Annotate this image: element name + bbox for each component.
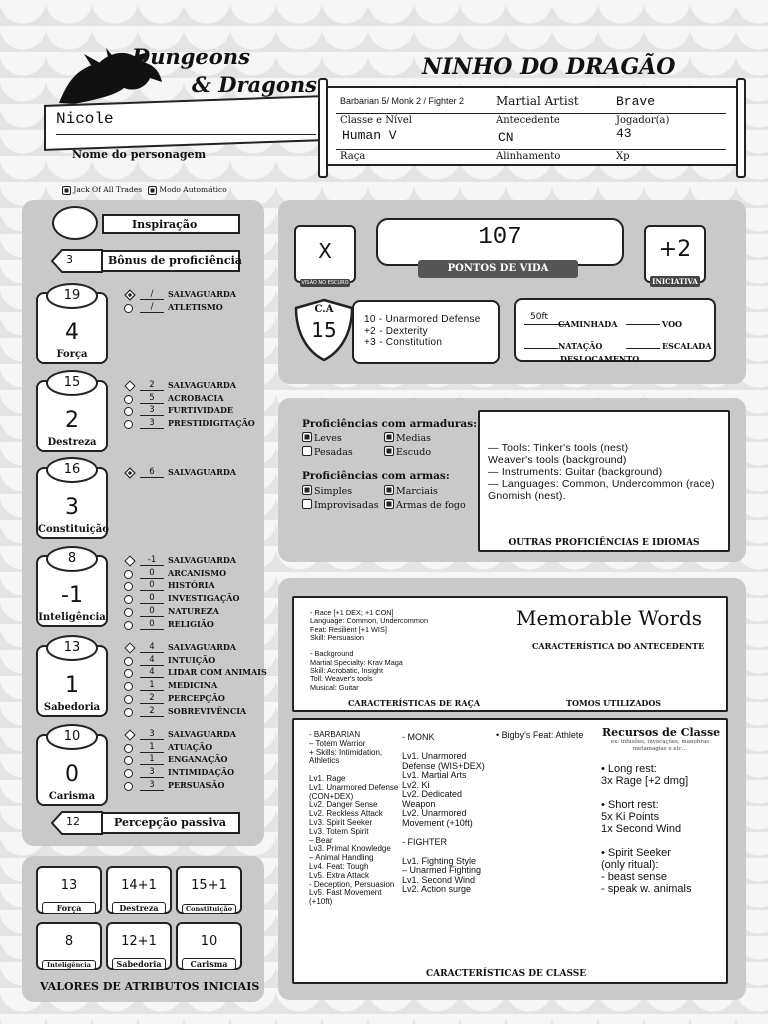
- character-name[interactable]: Nicole: [56, 110, 114, 128]
- other-proficiencies-text[interactable]: — Tools: Tinker's tools (nest) Weaver's tools (background) — Instruments: Guitar (background) — Languages: Common, Undercommon (race) Gnomish (nest).: [488, 442, 715, 502]
- charisma-mod[interactable]: 0: [65, 762, 79, 787]
- skill-name: LIDAR COM ANIMAIS: [168, 667, 267, 678]
- proficiency-toggle-icon[interactable]: [124, 607, 134, 617]
- ac-shield: [292, 298, 356, 362]
- skill-name: INTIMIDAÇÃO: [168, 767, 235, 778]
- intelligence-mod[interactable]: -1: [61, 583, 83, 608]
- proficiency-toggle-icon[interactable]: [124, 694, 134, 704]
- player-label: Jogador(a): [616, 115, 670, 126]
- race-features-label: CARACTERÍSTICAS DE RAÇA: [348, 698, 481, 708]
- skill-value[interactable]: 4: [140, 655, 164, 666]
- skill-name: HISTÓRIA: [168, 580, 215, 591]
- dexterity-name: Destreza: [47, 437, 97, 448]
- proficiency-toggle-icon[interactable]: [124, 743, 134, 753]
- character-name-label: Nome do personagem: [72, 148, 207, 161]
- save-diamond-icon[interactable]: [124, 556, 134, 566]
- base-score-value[interactable]: 13: [60, 878, 78, 893]
- base-score-value[interactable]: 14+1: [121, 878, 157, 893]
- weapons-label: Proficiências com armas:: [302, 470, 450, 482]
- strength-score[interactable]: 19: [46, 283, 98, 309]
- proficiency-checkbox[interactable]: [302, 432, 312, 442]
- sheet-title: NINHO DO DRAGÃO: [422, 54, 676, 80]
- skill-value[interactable]: 0: [140, 593, 164, 604]
- speed-label: DESLOCAMENTO: [560, 354, 640, 364]
- base-score-box: [106, 922, 172, 970]
- skill-value[interactable]: 3: [140, 418, 164, 429]
- base-score-name: Inteligência: [42, 960, 96, 970]
- other-proficiencies-label: OUTRAS PROFICIÊNCIAS E IDIOMAS: [508, 538, 700, 548]
- constitution-name: Constituição: [38, 524, 109, 535]
- proficiency-option-label: Marciais: [396, 486, 438, 497]
- skill-value[interactable]: 3: [140, 729, 164, 740]
- base-score-value[interactable]: 12+1: [121, 934, 157, 949]
- proficiency-label: Bônus de proficiência: [108, 254, 242, 267]
- header-scroll: [326, 86, 738, 166]
- skill-name: ATLETISMO: [168, 301, 223, 312]
- strength-name: Força: [56, 349, 88, 360]
- proficiency-toggle-icon[interactable]: [124, 755, 134, 765]
- auto-checkbox[interactable]: [148, 186, 157, 195]
- armor-label: Proficiências com armaduras:: [302, 418, 478, 430]
- skill-value[interactable]: 0: [140, 619, 164, 630]
- base-score-name: Destreza: [112, 902, 166, 914]
- proficiency-toggle-icon[interactable]: [124, 620, 134, 630]
- skill-value[interactable]: 1: [140, 754, 164, 765]
- dexterity-mod[interactable]: 2: [65, 408, 79, 433]
- skill-name: SALVAGUARDA: [168, 380, 237, 390]
- logo-line2: & Dragons: [192, 72, 317, 97]
- proficiency-checkbox[interactable]: [384, 485, 394, 495]
- base-score-value[interactable]: 8: [64, 934, 74, 949]
- proficiency-option-label: Leves: [314, 433, 342, 444]
- proficiency-option[interactable]: [302, 432, 342, 444]
- passive-value[interactable]: 12: [66, 815, 80, 828]
- proficiency-toggle-icon[interactable]: [124, 594, 134, 604]
- skill-name: SALVAGUARDA: [168, 555, 237, 565]
- proficiency-toggle-icon[interactable]: [124, 394, 134, 404]
- skill-name: INTUIÇÃO: [168, 654, 216, 665]
- proficiency-option[interactable]: [302, 485, 352, 497]
- proficiency-option-label: Improvisadas: [314, 500, 379, 511]
- skill-value[interactable]: 2: [140, 380, 164, 391]
- proficiency-option-label: Pesadas: [314, 447, 353, 458]
- skill-name: SOBREVIVÊNCIA: [168, 705, 247, 716]
- proficiency-option-label: Escudo: [396, 447, 432, 458]
- alignment-value[interactable]: CN: [498, 130, 514, 145]
- background-feature-label: CARACTERÍSTICA DO ANTECEDENTE: [532, 641, 705, 651]
- background-value[interactable]: Martial Artist: [496, 94, 579, 108]
- skill-value[interactable]: 3: [140, 405, 164, 416]
- proficiency-toggle-icon[interactable]: [124, 406, 134, 416]
- base-score-box: [176, 866, 242, 914]
- class-features-col2[interactable]: - MONK Lv1. Unarmored Defense (WIS+DEX) Lv1. Martial Arts Lv2. Ki Lv2. Dedicated Weapon Lv2. Unarmored Movement (+10ft) - FIGHTER Lv1. Fighting Style – Unarmed Fighting Lv1. Second Wind Lv2. Action surge: [402, 732, 485, 894]
- proficiency-checkbox[interactable]: [302, 485, 312, 495]
- proficiency-checkbox[interactable]: [302, 446, 312, 456]
- inspiration: [52, 206, 242, 240]
- hp-label: PONTOS DE VIDA: [418, 260, 578, 278]
- skill-name: RELIGIÃO: [168, 618, 214, 629]
- proficiency-option[interactable]: [302, 446, 353, 458]
- jack-toggle[interactable]: [62, 185, 142, 195]
- skill-name: SALVAGUARDA: [168, 642, 237, 652]
- save-diamond-icon[interactable]: [124, 643, 134, 653]
- auto-toggle[interactable]: [148, 185, 227, 195]
- proficiency-toggle-icon[interactable]: [124, 707, 134, 717]
- proficiency-option[interactable]: [384, 446, 431, 458]
- darkvision-label: VISÃO NO ESCURO: [301, 280, 349, 286]
- skill-value[interactable]: 1: [140, 680, 164, 691]
- skill-name: ENGANAÇÃO: [168, 754, 228, 765]
- save-diamond-icon[interactable]: [124, 290, 134, 300]
- speed-box: [514, 298, 716, 362]
- wisdom-mod[interactable]: 1: [65, 673, 79, 698]
- ac-label: C.A: [314, 304, 334, 315]
- walk-value[interactable]: 50ft: [530, 312, 548, 322]
- skill-value[interactable]: 3: [140, 780, 164, 791]
- intelligence-score[interactable]: 8: [46, 546, 98, 572]
- base-score-name: Carisma: [182, 958, 236, 970]
- proficiency-bonus: [44, 248, 242, 274]
- skill-name: MEDICINA: [168, 680, 218, 691]
- proficiency-option[interactable]: [384, 485, 438, 497]
- intelligence-name: Inteligência: [38, 612, 106, 623]
- passive-label: Percepção passiva: [114, 816, 227, 829]
- character-name-banner: [34, 100, 330, 162]
- strength-mod[interactable]: 4: [65, 320, 79, 345]
- proficiency-toggle-icon[interactable]: [124, 668, 134, 678]
- skill-value[interactable]: 2: [140, 693, 164, 704]
- class-features-col1[interactable]: - BARBARIAN – Totem Warrior + Skills: Intimidation, Athletics Lv1. Rage Lv1. Unarmored Defense (CON+DEX) Lv2. Danger Sense Lv2. Reckless Attack Lv3. Spirit Seeker Lv3. Totem Spirit – Bear Lv3. Primal Knowledge – Animal Handling Lv4. Feat: Tough Lv5. Extra Attack - Deception, Persuasion Lv5. Fast Movement (+10ft): [309, 730, 399, 907]
- skill-name: PERCEPÇÃO: [168, 692, 225, 703]
- wisdom-score[interactable]: 13: [46, 635, 98, 661]
- skill-name: SALVAGUARDA: [168, 729, 237, 739]
- jack-checkbox[interactable]: [62, 186, 71, 195]
- hp-box: [376, 218, 624, 266]
- tomes-label: TOMOS UTILIZADOS: [566, 698, 662, 708]
- darkvision-value[interactable]: X: [318, 239, 332, 263]
- skill-value[interactable]: 4: [140, 642, 164, 653]
- base-score-name: Força: [42, 902, 96, 914]
- skill-value[interactable]: 3: [140, 767, 164, 778]
- proficiency-toggle-icon[interactable]: [124, 303, 134, 313]
- constitution-score[interactable]: 16: [46, 457, 98, 483]
- class-features-col3[interactable]: • Bigby's Feat: Athlete: [496, 730, 584, 740]
- resources-subtitle: ex: infusões, invocações, manobras metamagias e etc...: [610, 739, 710, 752]
- wisdom-name: Sabedoria: [43, 702, 101, 713]
- skill-value[interactable]: 2: [140, 706, 164, 717]
- skill-name: SALVAGUARDA: [168, 467, 237, 477]
- inspiration-label: Inspiração: [132, 218, 198, 231]
- ac-value[interactable]: 15: [311, 318, 337, 342]
- save-diamond-icon[interactable]: [124, 468, 134, 478]
- resources-text[interactable]: • Long rest: 3x Rage [+2 dmg] • Short rest: 5x Ki Points 1x Second Wind • Spirit Seeker (only ritual): - beast sense - speak w. animals: [601, 763, 692, 895]
- skill-value[interactable]: 0: [140, 568, 164, 579]
- skill-name: NATUREZA: [168, 605, 219, 616]
- skill-value[interactable]: 5: [140, 393, 164, 404]
- climb-label: ESCALADA: [662, 341, 712, 351]
- initiative-box: [644, 225, 706, 286]
- player-value[interactable]: Brave: [616, 94, 656, 109]
- skill-name: INVESTIGAÇÃO: [168, 593, 240, 604]
- proficiency-toggle-icon[interactable]: [124, 581, 134, 591]
- passive-perception: [44, 810, 242, 836]
- background-label: Antecedente: [496, 115, 560, 126]
- base-score-box: [106, 866, 172, 914]
- auto-label: Modo Automático: [159, 185, 227, 194]
- race-value[interactable]: Human V: [342, 128, 397, 143]
- race-label: Raça: [340, 151, 366, 162]
- charisma-score[interactable]: 10: [46, 724, 98, 750]
- xp-value[interactable]: 43: [616, 126, 632, 141]
- skill-value[interactable]: /: [140, 289, 164, 300]
- skill-name: ARCANISMO: [168, 567, 227, 578]
- skill-value[interactable]: 0: [140, 606, 164, 617]
- skill-value[interactable]: 0: [140, 580, 164, 591]
- background-feature[interactable]: Memorable Words: [516, 606, 703, 630]
- skill-name: SALVAGUARDA: [168, 289, 237, 299]
- proficiency-checkbox[interactable]: [302, 499, 312, 509]
- resources-title: Recursos de Classe: [602, 726, 721, 739]
- base-score-name: Sabedoria: [112, 958, 166, 970]
- proficiency-option-label: Simples: [314, 486, 353, 497]
- skill-value[interactable]: 6: [140, 467, 164, 478]
- proficiency-value[interactable]: 3: [66, 253, 73, 266]
- proficiency-option-label: Medias: [396, 433, 432, 444]
- xp-label: Xp: [616, 151, 630, 162]
- skill-name: PERSUASÃO: [168, 779, 225, 790]
- proficiency-checkbox[interactable]: [384, 446, 394, 456]
- ac-notes-box: [352, 300, 500, 364]
- base-score-box: [36, 866, 102, 914]
- fly-label: VOO: [662, 319, 683, 329]
- skill-name: FURTIVIDADE: [168, 405, 233, 416]
- skill-value[interactable]: /: [140, 302, 164, 313]
- proficiency-option-label: Armas de fogo: [396, 500, 466, 511]
- logo-line1: Dungeons: [132, 44, 250, 69]
- inspiration-circle[interactable]: [52, 206, 98, 240]
- charisma-name: Carisma: [48, 791, 96, 802]
- class-level-value[interactable]: Barbarian 5/ Monk 2 / Fighter 2: [340, 96, 465, 106]
- skill-name: ATUAÇÃO: [168, 741, 213, 752]
- swim-label: NATAÇÃO: [558, 341, 603, 351]
- save-diamond-icon[interactable]: [124, 381, 134, 391]
- other-proficiencies-box: [478, 410, 730, 552]
- skill-name: ACROBACIA: [168, 392, 224, 403]
- base-score-box: [176, 922, 242, 970]
- initiative-value[interactable]: +2: [658, 237, 692, 262]
- save-diamond-icon[interactable]: [124, 730, 134, 740]
- initiative-label: INICIATIVA: [650, 276, 700, 287]
- darkvision-box: [294, 225, 356, 286]
- proficiency-option[interactable]: [384, 499, 466, 511]
- proficiency-checkbox[interactable]: [384, 432, 394, 442]
- proficiency-toggle-icon[interactable]: [124, 781, 134, 791]
- walk-label: CAMINHADA: [558, 319, 618, 329]
- skill-value[interactable]: 4: [140, 667, 164, 678]
- constitution-mod[interactable]: 3: [65, 495, 79, 520]
- race-features-text[interactable]: - Race [+1 DEX; +1 CON] Language: Common, Undercommon Feat: Resilient [+1 WIS] Skill: Persuasion - Background Martial Specialty: Krav Maga Skill: Acrobatic, Insight Toll: Weaver's tools Musical: Guitar: [310, 608, 429, 692]
- proficiency-toggle-icon[interactable]: [124, 569, 134, 579]
- class-level-label: Classe e Nível: [340, 115, 412, 126]
- base-score-value[interactable]: 15+1: [191, 878, 227, 893]
- proficiency-checkbox[interactable]: [384, 499, 394, 509]
- jack-label: Jack Of All Trades: [73, 185, 143, 194]
- skill-value[interactable]: -1: [140, 555, 164, 566]
- base-scores-label: VALORES DE ATRIBUTOS INICIAIS: [40, 980, 260, 993]
- proficiency-toggle-icon[interactable]: [124, 656, 134, 666]
- alignment-label: Alinhamento: [496, 151, 561, 162]
- ac-notes[interactable]: 10 - Unarmored Defense +2 - Dexterity +3 - Constitution: [364, 314, 481, 348]
- base-score-value[interactable]: 10: [200, 934, 218, 949]
- skill-name: PRESTIDIGITAÇÃO: [168, 418, 255, 429]
- skill-value[interactable]: 1: [140, 742, 164, 753]
- proficiency-option[interactable]: [302, 499, 379, 511]
- base-score-box: [36, 922, 102, 970]
- proficiency-toggle-icon[interactable]: [124, 768, 134, 778]
- dexterity-score[interactable]: 15: [46, 370, 98, 396]
- class-features-label: CARACTERÍSTICAS DE CLASSE: [426, 969, 587, 979]
- proficiency-toggle-icon[interactable]: [124, 681, 134, 691]
- base-score-name: Constituição: [182, 904, 236, 914]
- hp-value[interactable]: 107: [478, 224, 522, 251]
- proficiency-option[interactable]: [384, 432, 431, 444]
- proficiency-toggle-icon[interactable]: [124, 419, 134, 429]
